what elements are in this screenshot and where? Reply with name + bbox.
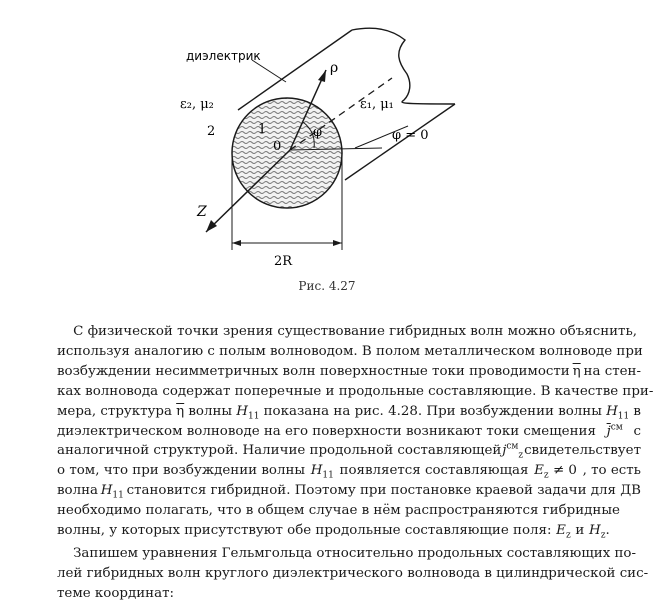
text-line: диэлектрическом волноводе на его поверхности возникают токи смещения $\overline{j}^{см}$ с	[57, 422, 641, 442]
text-line: волны, у которых присутствуют обе продольные составляющие поля: $E_z$ и $H_z$.	[57, 521, 641, 541]
rho-arrowhead	[318, 70, 326, 82]
text-line: о том, что при возбуждении волны $H_{11}$ появляется составляющая $E_z \ne 0$ , то есть	[57, 463, 641, 482]
text-line: С физической точки зрения существование гибридных волн можно объяснить,	[73, 324, 638, 339]
rho-label: ρ	[330, 60, 339, 76]
jz-cm-symbol: $j^{см}_z$	[502, 441, 524, 462]
text-line: возбуждении несимметричных волн поверхностные токи проводимости $\overline{\eta}$ на стен-	[57, 362, 641, 382]
eta-symbol: $\overline{\eta}$	[572, 363, 581, 379]
cylinder-far-end	[352, 28, 455, 104]
cylinder-figure	[0, 0, 654, 300]
phi-zero-label: φ = 0	[392, 128, 429, 143]
figure-caption: Рис. 4.27	[298, 279, 356, 293]
text-line: необходимо полагать, что в общем случае в нём распространяются гибридные	[57, 503, 620, 519]
phi-label: φ	[313, 125, 323, 140]
h11-symbol: $H_{11}$	[100, 483, 124, 501]
text-line: теме координат:	[57, 585, 174, 601]
text-line: Запишем уравнения Гельмгольца относительно продольных составляющих по-	[73, 545, 637, 561]
eta-symbol: $\overline{\eta}$	[176, 403, 185, 419]
z-arrowhead	[206, 220, 217, 232]
diameter-label: 2R	[274, 254, 293, 269]
body-text	[57, 322, 654, 604]
dielectric-pointer	[252, 60, 286, 82]
eps1-mu1-label: ε₁, μ₁	[360, 97, 394, 112]
h11-symbol: $H_{11}$	[236, 403, 260, 422]
text-line: лей гибридных волн круглого диэлектрического волновода в цилиндрической сис-	[57, 565, 649, 581]
dimension-arrowhead-right	[333, 240, 342, 246]
text-line: аналогичной структурой. Наличие продольной составляющей $j^{см}_z$ свидетельствует	[57, 441, 641, 462]
text-line: мера, структура $\overline{\eta}$ волны $H_{11}$ показана на рис. 4.28. При возбуждении волны $H_{11}$ в	[57, 403, 641, 422]
region-1-label: 1	[258, 122, 267, 137]
h11-symbol: $H_{11}$	[310, 463, 334, 482]
text-line: ках волновода содержат поперечные и продольные составляющие. В качестве при-	[57, 383, 654, 399]
j-cm-symbol: $\overline{j}^{см}$	[606, 422, 623, 439]
ez-symbol: $E_z$	[556, 523, 571, 541]
text-line: используя аналогию с полым волноводом. В полом металлическом волноводе при	[57, 343, 643, 359]
dimension-arrowhead-left	[232, 240, 241, 246]
ez-nonzero: $E_z \ne 0$	[534, 463, 577, 482]
z-axis-label: Z	[197, 204, 207, 220]
origin-label: 0	[273, 139, 282, 154]
hz-symbol: $H_z$.	[589, 523, 610, 541]
h11-symbol: $H_{11}$	[606, 403, 630, 422]
region-2-label: 2	[207, 124, 216, 139]
text-line: волна $H_{11}$ становится гибридной. Поэтому при постановке краевой задачи для ДВ	[57, 483, 641, 501]
eps2-mu2-label: ε₂, μ₂	[180, 97, 214, 112]
dielectric-label: диэлектрик	[186, 49, 261, 63]
